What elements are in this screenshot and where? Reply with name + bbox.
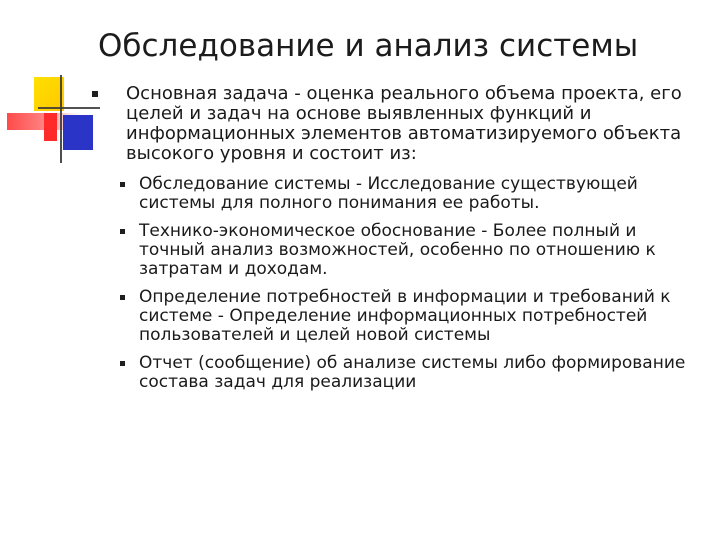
slide-title: Обследование и анализ системы bbox=[98, 28, 639, 64]
bullet-marker bbox=[120, 361, 125, 366]
sub-bullet-text: Технико-экономическое обоснование - Более полный и точный анализ возможностей, особенно по отношению к затратам и доходам. bbox=[139, 221, 656, 279]
sub-bullet-text: Обследование системы - Исследование существующей системы для полного понимания ее работы. bbox=[139, 174, 638, 213]
bullet-marker bbox=[120, 229, 125, 234]
main-bullet-list bbox=[86, 84, 701, 401]
sub-bullet-item bbox=[106, 175, 701, 213]
bullet-marker bbox=[120, 182, 125, 187]
sub-bullet-item bbox=[106, 222, 701, 279]
main-bullet-item bbox=[86, 84, 701, 164]
sub-bullet-text: Определение потребностей в информации и требований к системе - Определение информационных потребностей пользователей и целей новой системы bbox=[139, 287, 671, 345]
sub-bullet-item bbox=[106, 288, 701, 345]
red-block bbox=[44, 113, 57, 141]
bullet-marker bbox=[120, 295, 125, 300]
sub-bullet-text: Отчет (сообщение) об анализе системы либо формирование состава задач для реализации bbox=[139, 353, 686, 392]
yellow-block bbox=[34, 77, 64, 111]
sub-bullet-item bbox=[106, 354, 701, 392]
bullet-marker bbox=[92, 91, 98, 97]
main-bullet-text: Основная задача - оценка реального объема проекта, его целей и задач на основе выявленных функций и информационных элементов автоматизируемого объекта высокого уровня и состоит из: bbox=[126, 83, 682, 164]
sub-bullet-list bbox=[86, 175, 701, 392]
